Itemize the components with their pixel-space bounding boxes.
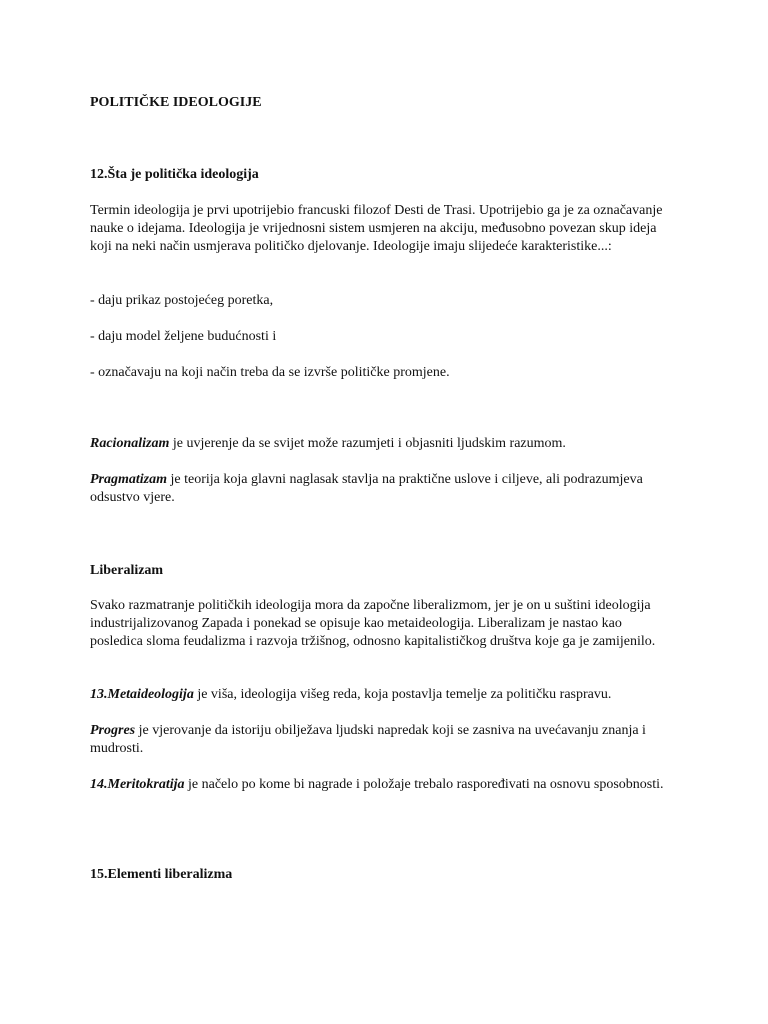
paragraph-ideology-definition: Termin ideologija je prvi upotrijebio francuski filozof Desti de Trasi. Upotrijebio ga je za označavanje nauke o idejama. Ideologija je vrijednosni sistem usmjeren na akciju, međusobno povezan skup ideja koji na neki način usmjerava političko djelovanje. Ideologije imaju slijedeće karakteristike...: [90,203,663,254]
term-progres: Progres [90,723,136,738]
paragraph-racionalizam [90,435,670,453]
heading-q15: 15.Elementi liberalizma [90,867,233,882]
paragraph-meritokratija [90,776,670,794]
definition-progres: je vjerovanje da istoriju obilježava ljudski napredak koji se zasniva na uvećavanju znanja i mudrosti. [90,723,646,756]
paragraph-pragmatizam [90,471,670,507]
definition-racionalizam: je uvjerenje da se svijet može razumjeti i objasniti ljudskim razumom. [169,436,566,451]
term-metaideologija: 13.Metaideologija [90,687,194,702]
definition-metaideologija: je viša, ideologija višeg reda, koja postavlja temelje za političku raspravu. [193,687,612,702]
definition-meritokratija: je načelo po kome bi nagrade i položaje trebalo raspoređivati na osnovu sposobnosti. [184,777,664,792]
paragraph-progres [90,722,670,758]
term-racionalizam: Racionalizam [90,436,170,451]
definition-pragmatizam: je teorija koja glavni naglasak stavlja na praktične uslove i ciljeve, ali podrazumjeva odsustvo vjere. [90,472,643,505]
list-item: - označavaju na koji način treba da se izvrše političke promjene. [90,365,450,380]
list-item: - daju prikaz postojećeg poretka, [90,293,274,308]
term-meritokratija: 14.Meritokratija [90,777,185,792]
document-title: POLITIČKE IDEOLOGIJE [90,95,262,110]
paragraph-metaideologija [90,686,670,704]
term-pragmatizam: Pragmatizam [90,472,168,487]
heading-q12: 12.Šta je politička ideologija [90,167,259,182]
paragraph-liberalizam: Svako razmatranje političkih ideologija mora da započne liberalizmom, jer je on u suštini ideologija industrijalizovanog Zapada i ponekad se opisuje kao metaideologija. Liberalizam je nastao kao posledica sloma feudalizma i razvoja tržišnog, odnosno kapitalističkog društva koje ga je zamijenilo. [90,598,656,649]
list-item: - daju model željene budućnosti i [90,329,277,344]
heading-liberalizam: Liberalizam [90,563,164,578]
